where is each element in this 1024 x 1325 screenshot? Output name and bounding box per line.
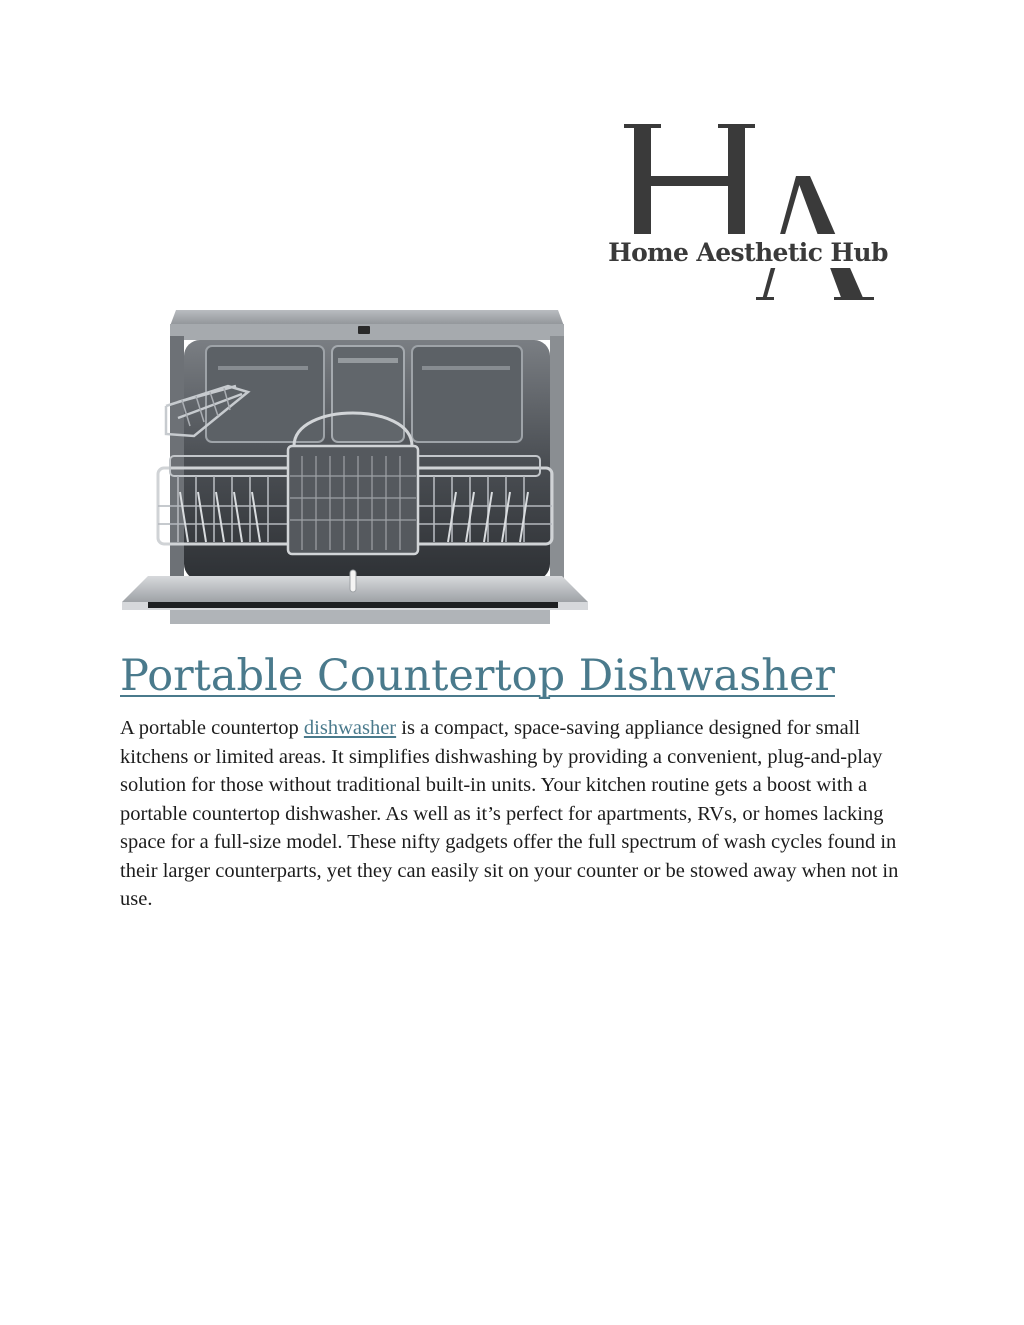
home-aesthetic-hub-logo <box>598 118 898 310</box>
article-intro-paragraph <box>120 714 910 914</box>
dishwasher-link[interactable]: dishwasher <box>303 717 397 739</box>
intro-text-after-link: is a compact, space-saving appliance designed for small kitchens or limited areas. It simplifies dishwashing by providing a convenient, plug-and-play solution for those without traditional built-in units. Your kitchen routine gets a boost with a portable countertop dishwasher. As well as it’s perfect for apartments, RVs, or homes lacking space for a full-size model. These nifty gadgets offer the full spectrum of wash cycles found in their larger counterparts, yet they can easily sit on your counter or be stowed away when not in use. <box>120 717 899 910</box>
logo-wordmark: Home Aesthetic Hub <box>608 238 888 267</box>
article-title[interactable]: Portable Countertop Dishwasher <box>120 651 835 701</box>
logo-mark <box>598 118 898 310</box>
intro-text-before-link: A portable countertop <box>120 717 304 739</box>
dishwasher-illustration <box>118 306 592 628</box>
dishwasher-photo <box>118 306 592 628</box>
